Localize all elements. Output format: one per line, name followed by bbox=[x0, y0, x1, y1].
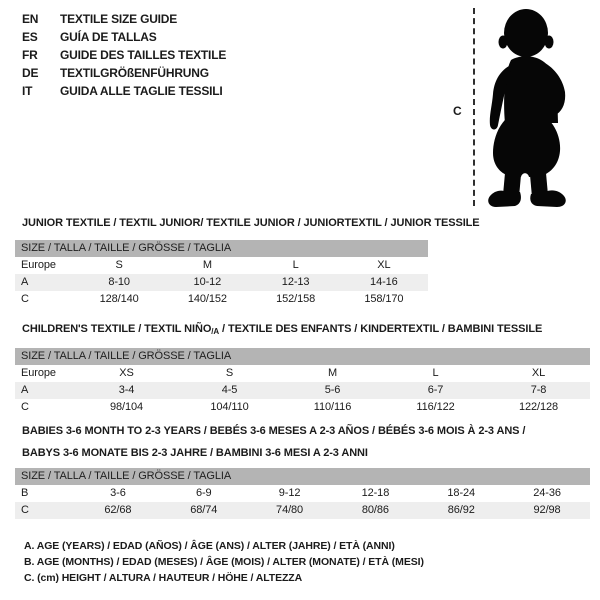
table-cell: 110/116 bbox=[313, 401, 352, 413]
table-row bbox=[15, 291, 428, 308]
table-cell: 80/86 bbox=[361, 504, 389, 516]
heading-text: / TEXTILE DES ENFANTS / KINDERTEXTIL / BAMBINI TESSILE bbox=[219, 323, 543, 335]
language-title: GUÍA DE TALLAS bbox=[60, 30, 157, 44]
junior-size-table-section bbox=[15, 216, 480, 308]
table-heading bbox=[15, 424, 590, 439]
table-cell: M bbox=[202, 259, 212, 271]
table-cell: M bbox=[327, 367, 338, 379]
table-cell: 3-4 bbox=[118, 384, 135, 396]
language-code: EN bbox=[22, 12, 39, 26]
table-cell: 24-36 bbox=[533, 487, 561, 499]
height-measure-dashed-line bbox=[473, 8, 475, 206]
table-row bbox=[15, 257, 428, 274]
row-label: C bbox=[21, 293, 29, 305]
language-title: TEXTILGRÖßENFÜHRUNG bbox=[60, 66, 209, 80]
table-cell: XS bbox=[119, 367, 134, 379]
table-cell: 116/122 bbox=[416, 401, 455, 413]
table-cell: 140/152 bbox=[187, 293, 227, 305]
table-cell: 86/92 bbox=[447, 504, 475, 516]
table-cell: 68/74 bbox=[190, 504, 218, 516]
row-label: A bbox=[21, 276, 29, 288]
table-cell: 98/104 bbox=[109, 401, 144, 413]
table-cell: 14-16 bbox=[370, 276, 398, 288]
table-row bbox=[15, 485, 590, 502]
language-code: DE bbox=[22, 66, 39, 80]
heading-subscript: /A bbox=[211, 327, 220, 336]
table-cell: XL bbox=[531, 367, 546, 379]
table-cell: 92/98 bbox=[533, 504, 561, 516]
language-title: TEXTILE SIZE GUIDE bbox=[60, 12, 178, 26]
table-cell: L bbox=[432, 367, 439, 379]
language-list bbox=[22, 10, 226, 100]
language-row bbox=[22, 64, 226, 82]
row-label: C bbox=[21, 401, 29, 413]
language-row bbox=[22, 28, 226, 46]
table-cell: 12-18 bbox=[361, 487, 390, 499]
table-cell: 74/80 bbox=[276, 504, 304, 516]
table-cell: L bbox=[292, 259, 299, 271]
table-cell: 6-9 bbox=[195, 487, 212, 499]
table-cell: 18-24 bbox=[447, 487, 476, 499]
table-cell: 6-7 bbox=[427, 384, 444, 396]
table-cell: 122/128 bbox=[518, 401, 559, 413]
row-label: C bbox=[21, 504, 29, 516]
figure-area bbox=[445, 0, 595, 215]
height-measure-label: C bbox=[453, 104, 462, 118]
table-cell: 7-8 bbox=[530, 384, 547, 396]
table-cell: 128/140 bbox=[99, 293, 139, 305]
size-header-bar: SIZE / TALLA / TAILLE / GRÖSSE / TAGLIA bbox=[15, 348, 590, 365]
footnotes bbox=[24, 538, 424, 586]
language-title: GUIDA ALLE TAGLIE TESSILI bbox=[60, 84, 223, 98]
baby-silhouette-icon bbox=[481, 8, 577, 208]
language-code: IT bbox=[22, 84, 33, 98]
footnote-line: B. AGE (MONTHS) / EDAD (MESES) / ÂGE (MOIS) / ALTER (MONATE) / ETÀ (MESI) bbox=[24, 556, 424, 568]
language-row bbox=[22, 10, 226, 28]
table-row bbox=[15, 382, 590, 399]
heading-text: BABYS 3-6 MONATE BIS 2-3 JAHRE / BAMBINI 3-6 MESI A 2-3 ANNI bbox=[22, 447, 368, 459]
table-cell: 3-6 bbox=[110, 487, 126, 499]
language-row bbox=[22, 82, 226, 100]
table-cell: 12-13 bbox=[281, 276, 310, 288]
language-code: FR bbox=[22, 48, 38, 62]
row-label: A bbox=[21, 384, 29, 396]
babies-size-table-section bbox=[15, 424, 590, 519]
row-label: Europe bbox=[21, 259, 56, 271]
table-cell: 158/170 bbox=[364, 293, 404, 305]
table-row bbox=[15, 502, 590, 519]
table-row bbox=[15, 365, 590, 382]
table-row bbox=[15, 399, 590, 416]
table-cell: S bbox=[115, 259, 123, 271]
row-label: B bbox=[21, 487, 29, 499]
size-header-bar: SIZE / TALLA / TAILLE / GRÖSSE / TAGLIA bbox=[15, 240, 428, 257]
table-cell: 104/110 bbox=[210, 401, 249, 413]
heading-text: BABIES 3-6 MONTH TO 2-3 YEARS / BEBÉS 3-6 MESES A 2-3 AÑOS / BÉBÉS 3-6 MOIS À 2-3 ANS / bbox=[22, 425, 526, 437]
size-header-bar: SIZE / TALLA / TAILLE / GRÖSSE / TAGLIA bbox=[15, 468, 590, 485]
language-title: GUIDE DES TAILLES TEXTILE bbox=[60, 48, 227, 62]
heading-text: CHILDREN'S TEXTILE / TEXTIL NIÑO bbox=[22, 323, 212, 335]
table-cell: 10-12 bbox=[193, 276, 222, 288]
table-cell: 152/158 bbox=[276, 293, 316, 305]
table-cell: 8-10 bbox=[108, 276, 130, 288]
language-row bbox=[22, 46, 226, 64]
table-heading bbox=[15, 322, 590, 339]
table-cell: 62/68 bbox=[104, 504, 132, 516]
table-cell: 4-5 bbox=[221, 384, 238, 396]
table-heading bbox=[15, 446, 590, 461]
table-row bbox=[15, 274, 428, 291]
table-heading bbox=[15, 216, 480, 231]
heading-text: JUNIOR TEXTILE / TEXTIL JUNIOR/ TEXTILE JUNIOR / JUNIORTEXTIL / JUNIOR TESSILE bbox=[22, 217, 480, 229]
table-cell: S bbox=[225, 367, 234, 379]
table-cell: 5-6 bbox=[324, 384, 341, 396]
row-label: Europe bbox=[21, 367, 56, 379]
footnote-line: A. AGE (YEARS) / EDAD (AÑOS) / ÂGE (ANS) / ALTER (JAHRE) / ETÀ (ANNI) bbox=[24, 540, 395, 552]
language-code: ES bbox=[22, 30, 38, 44]
table-cell: XL bbox=[377, 259, 391, 271]
children-size-table-section bbox=[15, 322, 590, 416]
table-cell: 9-12 bbox=[278, 487, 301, 499]
footnote-line: C. (cm) HEIGHT / ALTURA / HAUTEUR / HÖHE / ALTEZZA bbox=[24, 572, 303, 584]
